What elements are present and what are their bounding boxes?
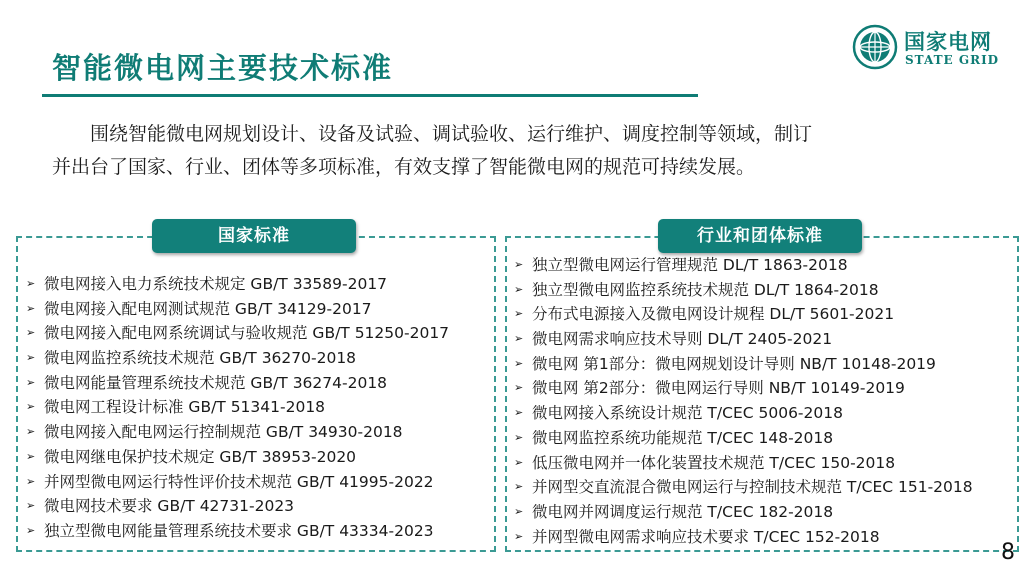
standard-text: 并网型微电网运行特性评价技术规范 GB/T 41995-2022: [44, 472, 434, 491]
arrow-bullet-icon: ➢: [514, 307, 524, 321]
list-item: [512, 278, 973, 303]
list-item: [512, 475, 973, 500]
intro-line-1: 围绕智能微电网规划设计、设备及试验、调试验收、运行维护、调度控制等领域，制订: [90, 123, 813, 145]
list-item: [24, 470, 449, 495]
arrow-bullet-icon: ➢: [26, 400, 36, 414]
list-item: [24, 346, 449, 371]
standard-text: 低压微电网并一体化装置技术规范 T/CEC 150-2018: [532, 453, 896, 472]
standard-text: 独立型微电网能量管理系统技术要求 GB/T 43334-2023: [44, 521, 434, 540]
national-standards-list: [24, 272, 449, 544]
arrow-bullet-icon: ➢: [514, 455, 524, 469]
list-item: [512, 352, 973, 377]
arrow-bullet-icon: ➢: [26, 277, 36, 290]
logo-english-text: STATE GRID: [905, 53, 1000, 67]
list-item: [24, 519, 449, 544]
page-number: 8: [1001, 540, 1015, 565]
arrow-bullet-icon: ➢: [514, 332, 524, 346]
list-item: [512, 525, 973, 550]
standard-text: 独立型微电网运行管理规范 DL/T 1863-2018: [532, 256, 848, 274]
standard-text: 微电网监控系统功能规范 T/CEC 148-2018: [532, 428, 834, 447]
industry-standards-list: [512, 253, 973, 549]
standard-text: 微电网接入系统设计规范 T/CEC 5006-2018: [532, 404, 843, 423]
arrow-bullet-icon: ➢: [26, 375, 36, 389]
standard-text: 微电网技术要求 GB/T 42731-2023: [44, 497, 295, 516]
arrow-bullet-icon: ➢: [26, 449, 36, 463]
standard-text: 独立型微电网监控系统技术规范 DL/T 1864-2018: [532, 280, 879, 299]
intro-paragraph: [52, 118, 982, 184]
arrow-bullet-icon: ➢: [26, 301, 36, 315]
arrow-bullet-icon: ➢: [26, 523, 36, 537]
list-item: [512, 376, 973, 401]
standard-text: 微电网接入配电网运行控制规范 GB/T 34930-2018: [44, 423, 403, 442]
arrow-bullet-icon: ➢: [514, 529, 524, 543]
intro-line-2: 并出台了国家、行业、团体等多项标准，有效支撑了智能微电网的规范可持续发展。: [52, 156, 756, 178]
list-item: [24, 321, 449, 346]
standard-text: 微电网 第1部分：微电网规划设计导则 NB/T 10148-2019: [532, 354, 936, 373]
list-item: [512, 451, 973, 476]
list-item: [24, 420, 449, 445]
arrow-bullet-icon: ➢: [26, 351, 36, 365]
arrow-bullet-icon: ➢: [514, 430, 524, 444]
arrow-bullet-icon: ➢: [514, 258, 524, 271]
state-grid-emblem-icon: [852, 24, 898, 70]
arrow-bullet-icon: ➢: [514, 356, 524, 370]
standard-text: 微电网接入电力系统技术规定 GB/T 33589-2017: [44, 275, 388, 293]
arrow-bullet-icon: ➢: [26, 425, 36, 439]
arrow-bullet-icon: ➢: [26, 326, 36, 340]
standard-text: 微电网接入配电网系统调试与验收规范 GB/T 51250-2017: [44, 324, 450, 343]
title-underline: [42, 94, 698, 97]
logo-chinese-text: 国家电网: [904, 30, 992, 54]
list-item: [512, 426, 973, 451]
national-standards-heading: 国家标准: [152, 219, 356, 253]
arrow-bullet-icon: ➢: [514, 504, 524, 518]
list-item: [24, 272, 449, 297]
list-item: [512, 401, 973, 426]
standard-text: 微电网能量管理系统技术规范 GB/T 36274-2018: [44, 373, 388, 392]
arrow-bullet-icon: ➢: [26, 474, 36, 488]
standard-text: 微电网继电保护技术规定 GB/T 38953-2020: [44, 447, 357, 466]
list-item: [24, 371, 449, 396]
standard-text: 微电网监控系统技术规范 GB/T 36270-2018: [44, 349, 357, 368]
list-item: [24, 297, 449, 322]
standard-text: 微电网工程设计标准 GB/T 51341-2018: [44, 398, 326, 417]
list-item: [24, 445, 449, 470]
list-item: [512, 302, 973, 327]
standard-text: 微电网 第2部分：微电网运行导则 NB/T 10149-2019: [532, 379, 905, 398]
state-grid-logo: [852, 22, 1002, 74]
arrow-bullet-icon: ➢: [26, 499, 36, 513]
list-item: [512, 253, 973, 278]
page-title: 智能微电网主要技术标准: [52, 51, 394, 85]
list-item: [512, 327, 973, 352]
arrow-bullet-icon: ➢: [514, 282, 524, 296]
standard-text: 微电网需求响应技术导则 DL/T 2405-2021: [532, 330, 833, 349]
list-item: [24, 395, 449, 420]
standard-text: 分布式电源接入及微电网设计规程 DL/T 5601-2021: [532, 305, 895, 324]
standard-text: 并网型微电网需求响应技术要求 T/CEC 152-2018: [532, 527, 880, 546]
standard-text: 微电网并网调度运行规范 T/CEC 182-2018: [532, 502, 834, 521]
standard-text: 微电网接入配电网测试规范 GB/T 34129-2017: [44, 299, 372, 318]
arrow-bullet-icon: ➢: [514, 381, 524, 395]
arrow-bullet-icon: ➢: [514, 406, 524, 420]
industry-standards-heading: 行业和团体标准: [658, 219, 862, 253]
list-item: [24, 494, 449, 519]
list-item: [512, 500, 973, 525]
standard-text: 并网型交直流混合微电网运行与控制技术规范 T/CEC 151-2018: [532, 478, 973, 497]
arrow-bullet-icon: ➢: [514, 480, 524, 494]
